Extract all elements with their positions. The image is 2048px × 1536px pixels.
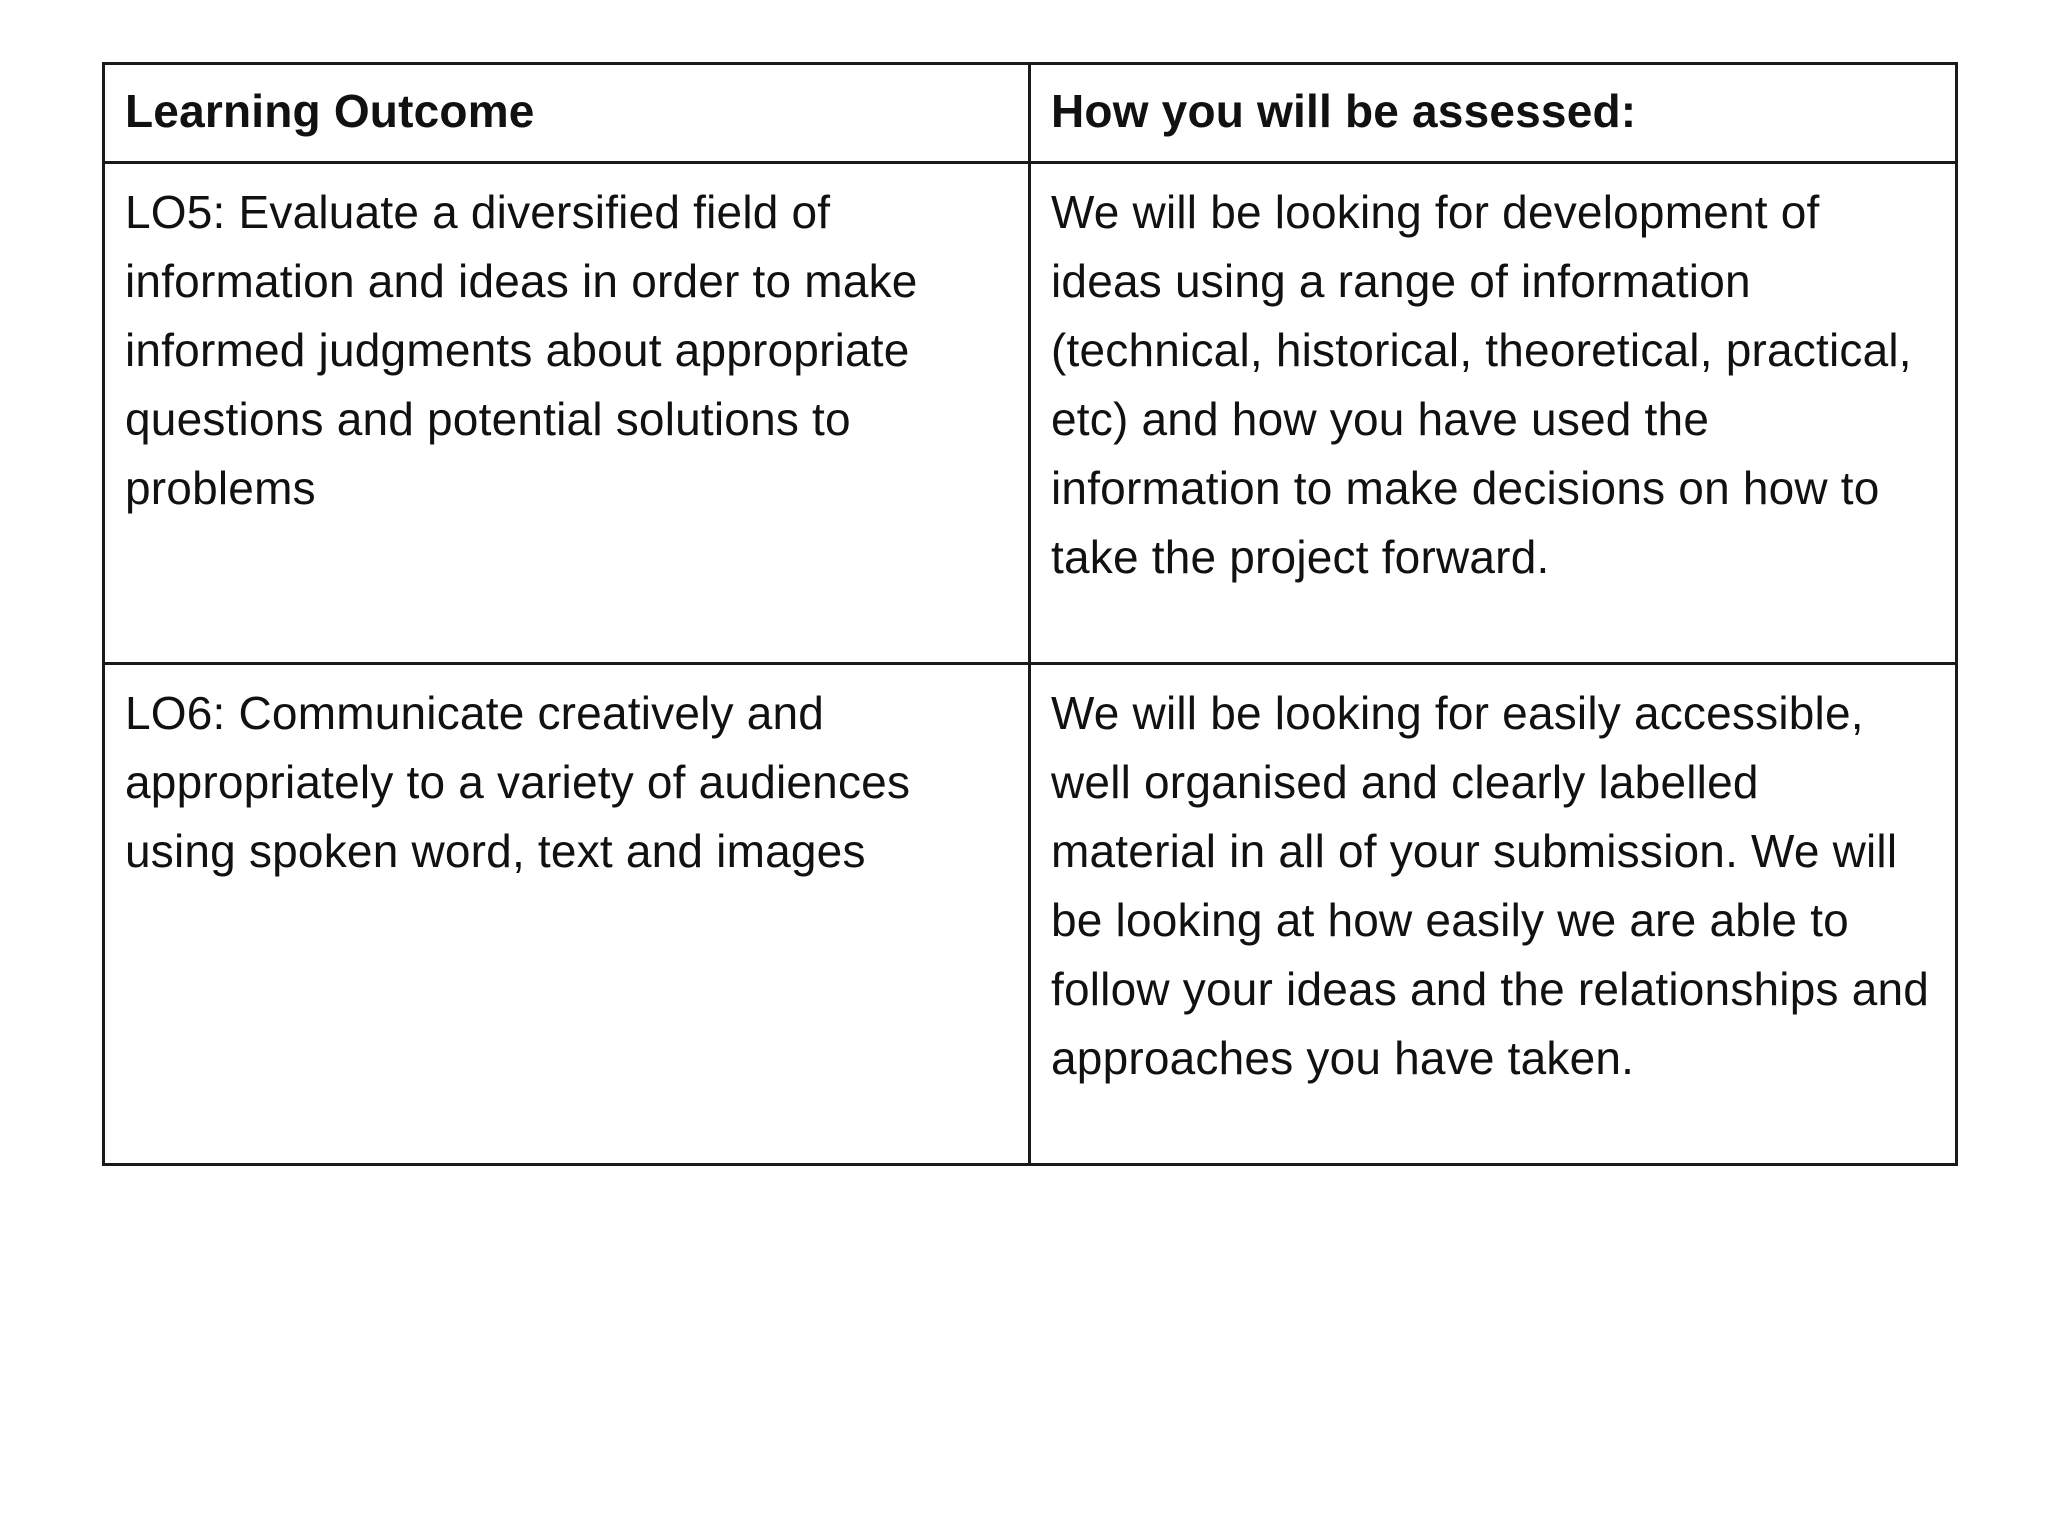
learning-outcomes-table	[102, 62, 1958, 1166]
assessment-header: How you will be assessed:	[1030, 64, 1957, 163]
outcome-cell-lo6: LO6: Communicate creatively and appropriately to a variety of audiences using spoken word, text and images	[104, 664, 1030, 1165]
learning-outcome-header: Learning Outcome	[104, 64, 1030, 163]
table-row-lo5	[104, 163, 1957, 664]
table-row-lo6	[104, 664, 1957, 1165]
assessment-cell-lo5: We will be looking for development of ideas using a range of information (technical, historical, theoretical, practical, etc) and how you have used the information to make decisions on how to take the project forward.	[1030, 163, 1957, 664]
outcome-cell-lo5: LO5: Evaluate a diversified field of information and ideas in order to make informed judgments about appropriate questions and potential solutions to problems	[104, 163, 1030, 664]
assessment-cell-lo6: We will be looking for easily accessible, well organised and clearly labelled material in all of your submission. We will be looking at how easily we are able to follow your ideas and the relationships and approaches you have taken.	[1030, 664, 1957, 1165]
table-header-row	[104, 64, 1957, 163]
